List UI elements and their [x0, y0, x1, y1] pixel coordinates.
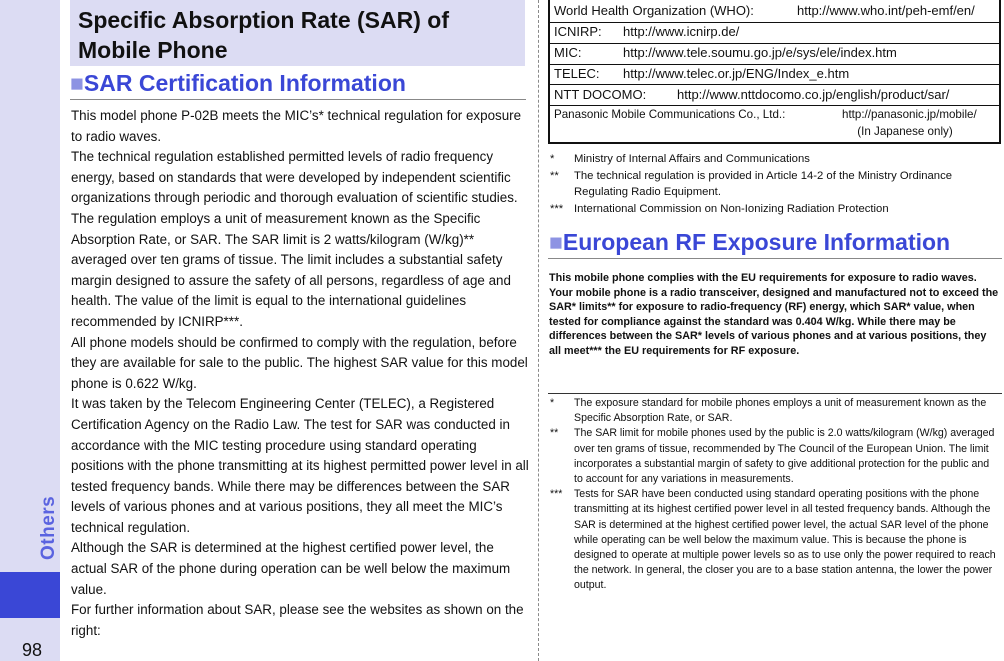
- footnote: [548, 151, 1000, 168]
- paragraph: Your mobile phone is a radio transceiver, designed and manufactured not to exceed the SAR* limits** for exposure to radio-frequency (RF) energy, which SAR* value, when tested for compliance against the standard was 0.404 W/kg. While there may be differences between the SAR* levels of various phones and at various positions, they all meet*** the EU requirements for RF exposure.: [549, 286, 999, 357]
- websites-table: [548, 0, 1001, 144]
- footnote: [548, 426, 1000, 487]
- website-url[interactable]: http://www.icnirp.de/: [623, 24, 740, 39]
- statement-rule: [548, 393, 1002, 394]
- footnote-text: The exposure standard for mobile phones employs a unit of measurement known as the Specific Absorption Rate, or SAR.: [574, 397, 987, 425]
- footnote-text: The technical regulation is provided in Article 14-2 of the Ministry Ordinance Regulating Radio Equipment.: [574, 169, 953, 198]
- footnote-text: Ministry of Internal Affairs and Communications: [574, 153, 810, 165]
- section-label: Others: [38, 495, 59, 560]
- paragraph: All phone models should be confirmed to comply with the regulation, before they are available for sale to the public. The highest SAR value for this model phone is 0.622 W/kg.: [71, 334, 528, 391]
- footnote-mark: ***: [550, 202, 564, 215]
- sar-certification-heading-text: SAR Certification Information: [83, 70, 406, 96]
- sar-footnotes: [548, 151, 1000, 217]
- footnote: [548, 396, 1000, 426]
- footnote-mark: **: [550, 169, 559, 182]
- website-row: [550, 64, 999, 85]
- sar-body-text: [71, 106, 529, 641]
- website-org: MIC:: [554, 45, 582, 60]
- website-url[interactable]: http://www.telec.or.jp/ENG/Index_e.htm: [623, 66, 850, 81]
- heading-square-icon: ■: [549, 229, 563, 255]
- heading-rule: [548, 258, 1002, 259]
- website-url[interactable]: http://www.who.int/peh-emf/en/: [797, 3, 975, 18]
- heading-square-icon: ■: [70, 70, 84, 96]
- paragraph: For further information about SAR, please see the websites as shown on the right:: [71, 602, 524, 638]
- heading-rule: [70, 99, 526, 100]
- european-rf-heading-text: European RF Exposure Information: [562, 229, 951, 255]
- page-number: 98: [21, 640, 43, 660]
- european-rf-footnotes: [548, 396, 1000, 594]
- website-org: NTT DOCOMO:: [554, 87, 647, 102]
- website-url-note: (In Japanese only): [857, 125, 953, 138]
- paragraph: Although the SAR is determined at the highest certified power level, the actual SAR of the phone during operation can be well below the maximum value.: [71, 540, 511, 597]
- website-row: [550, 84, 999, 106]
- website-org: TELEC:: [554, 66, 600, 81]
- website-row: [550, 0, 999, 23]
- website-org: ICNIRP:: [554, 24, 602, 39]
- website-url[interactable]: http://www.tele.soumu.go.jp/e/sys/ele/index.htm: [623, 45, 897, 60]
- website-org: World Health Organization (WHO):: [554, 3, 754, 18]
- side-strip: [0, 0, 60, 661]
- footnote-mark: **: [550, 427, 559, 440]
- european-rf-statement: [549, 271, 999, 359]
- page-title: Specific Absorption Rate (SAR) of Mobile Phone: [78, 7, 449, 63]
- paragraph: The technical regulation established permitted levels of radio frequency energy, based on standards that were developed by independent scientific organizations through periodic and thorough evaluation of scientific studies. The regulation employs a unit of measurement known as the Specific Absorption Rate, or SAR. The SAR limit is 2 watts/kilogram (W/kg)** averaged over ten grams of tissue. The limit includes a substantial safety margin designed to assure the safety of all persons, regardless of age and health. The value of the limit is equal to the international guidelines recommended by ICNIRP***.: [71, 149, 518, 329]
- website-row: [550, 22, 999, 44]
- website-url[interactable]: http://www.nttdocomo.co.jp/english/product/sar/: [677, 87, 950, 102]
- website-row: [550, 43, 999, 65]
- website-url[interactable]: http://panasonic.jp/mobile/: [842, 108, 977, 121]
- section-tab-marker: [0, 572, 60, 618]
- footnote-text: Tests for SAR have been conducted using standard operating positions with the phone transmitting at its highest certified power level in all tested frequency bands. Although the SAR is determined at the highest certified power level, the actual SAR level of the phone while operating can be well below the maximum value. This is because the phone is designed to operate at multiple power levels so as to use only the power required to reach the network. In general, the closer you are to a base station antenna, the lower the power output.: [574, 488, 996, 592]
- paragraph: This mobile phone complies with the EU requirements for exposure to radio waves.: [549, 272, 977, 284]
- column-divider: [538, 0, 539, 661]
- footnote-text: International Commission on Non-Ionizing Radiation Protection: [574, 202, 889, 215]
- european-rf-heading: [549, 229, 950, 256]
- footnote-mark: *: [550, 397, 555, 409]
- footnote: [548, 201, 1000, 218]
- website-row: [550, 105, 999, 142]
- website-org: Panasonic Mobile Communications Co., Ltd.:: [554, 108, 786, 121]
- footnote: [548, 168, 1000, 201]
- footnote-text: The SAR limit for mobile phones used by the public is 2.0 watts/kilogram (W/kg) averaged over ten grams of tissue, recommended by The Council of the European Union. The limit incorporates a substantial margin of safety to give additional protection for the public and to account for any variations in measurements.: [574, 427, 995, 486]
- footnote-mark: *: [550, 153, 555, 165]
- footnote-mark: ***: [550, 488, 563, 501]
- sar-certification-heading: [70, 70, 406, 97]
- paragraph: It was taken by the Telecom Engineering Center (TELEC), a Registered Certification Agency on the Radio Law. The test for SAR was conducted in accordance with the MIC testing procedure using standard operating positions with the phone transmitting at its highest permitted power level in all tested frequency bands. While there may be differences between the SAR levels of various phones and at various positions, they all meet the MIC’s technical regulation.: [71, 396, 529, 535]
- page-title-box: [70, 0, 525, 66]
- footnote: [548, 487, 1000, 593]
- paragraph: This model phone P-02B meets the MIC’s* technical regulation for exposure to radio waves.: [71, 108, 522, 144]
